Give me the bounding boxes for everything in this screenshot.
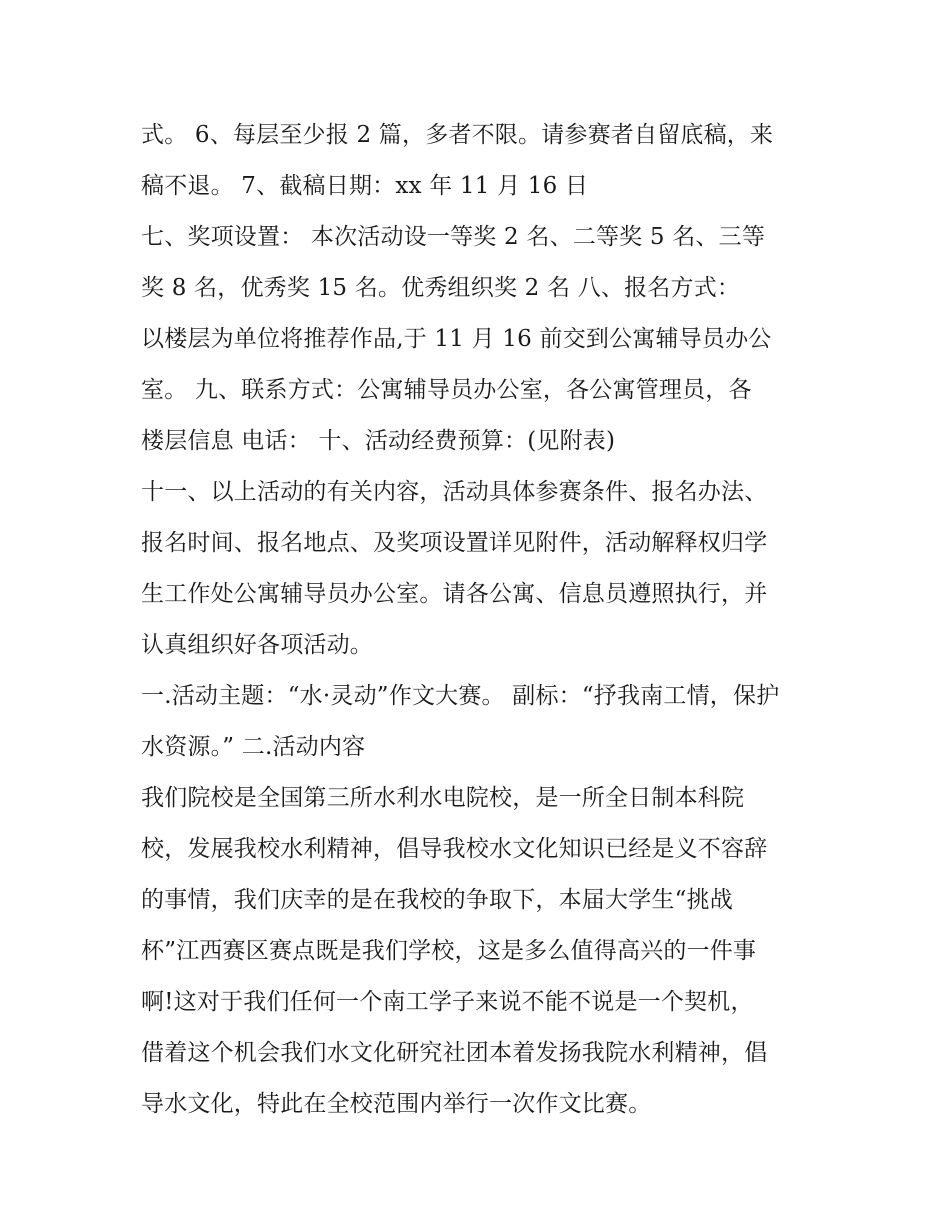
document-body <box>141 110 821 1130</box>
text-line: 七、奖项设置： 本次活动设一等奖 2 名、二等奖 5 名、三等 <box>141 224 766 250</box>
text-line: 生工作处公寓辅导员办公室。请各公寓、信息员遵照执行，并 <box>141 581 768 607</box>
text-line: 稿不退。 7、截稿日期：xx 年 11 月 16 日 <box>141 173 589 199</box>
text-line: 导水文化，特此在全校范围内举行一次作文比赛。 <box>141 1091 652 1117</box>
text-line: 十一、以上活动的有关内容，活动具体参赛条件、报名办法、 <box>141 479 768 505</box>
text-line: 报名时间、报名地点、及奖项设置详见附件，活动解释权归学 <box>141 530 768 556</box>
text-line: 一.活动主题：“水·灵动”作文大赛。 副标：“抒我南工情，保护 <box>141 683 780 709</box>
text-line: 借着这个机会我们水文化研究社团本着发扬我院水利精神，倡 <box>141 1040 768 1066</box>
text-line: 我们院校是全国第三所水利水电院校，是一所全日制本科院 <box>141 785 745 811</box>
text-line: 的事情，我们庆幸的是在我校的争取下，本届大学生“挑战 <box>141 887 733 913</box>
text-line: 啊!这对于我们任何一个南工学子来说不能不说是一个契机， <box>141 989 754 1015</box>
text-line: 校，发展我校水利精神，倡导我校水文化知识已经是义不容辞 <box>141 836 768 862</box>
text-line: 式。 6、每层至少报 2 篇，多者不限。请参赛者自留底稿，来 <box>141 122 774 148</box>
text-line: 楼层信息 电话： 十、活动经费预算：(见附表) <box>141 428 616 454</box>
text-line: 认真组织好各项活动。 <box>141 632 373 658</box>
text-line: 以楼层为单位将推荐作品,于 11 月 16 前交到公寓辅导员办公 <box>141 326 772 352</box>
text-line: 室。 九、联系方式：公寓辅导员办公室，各公寓管理员，各 <box>141 377 752 403</box>
text-line: 杯”江西赛区赛点既是我们学校，这是多么值得高兴的一件事 <box>141 938 757 964</box>
text-line: 水资源。” 二.活动内容 <box>141 734 366 760</box>
text-line: 奖 8 名，优秀奖 15 名。优秀组织奖 2 名 八、报名方式： <box>141 275 741 301</box>
